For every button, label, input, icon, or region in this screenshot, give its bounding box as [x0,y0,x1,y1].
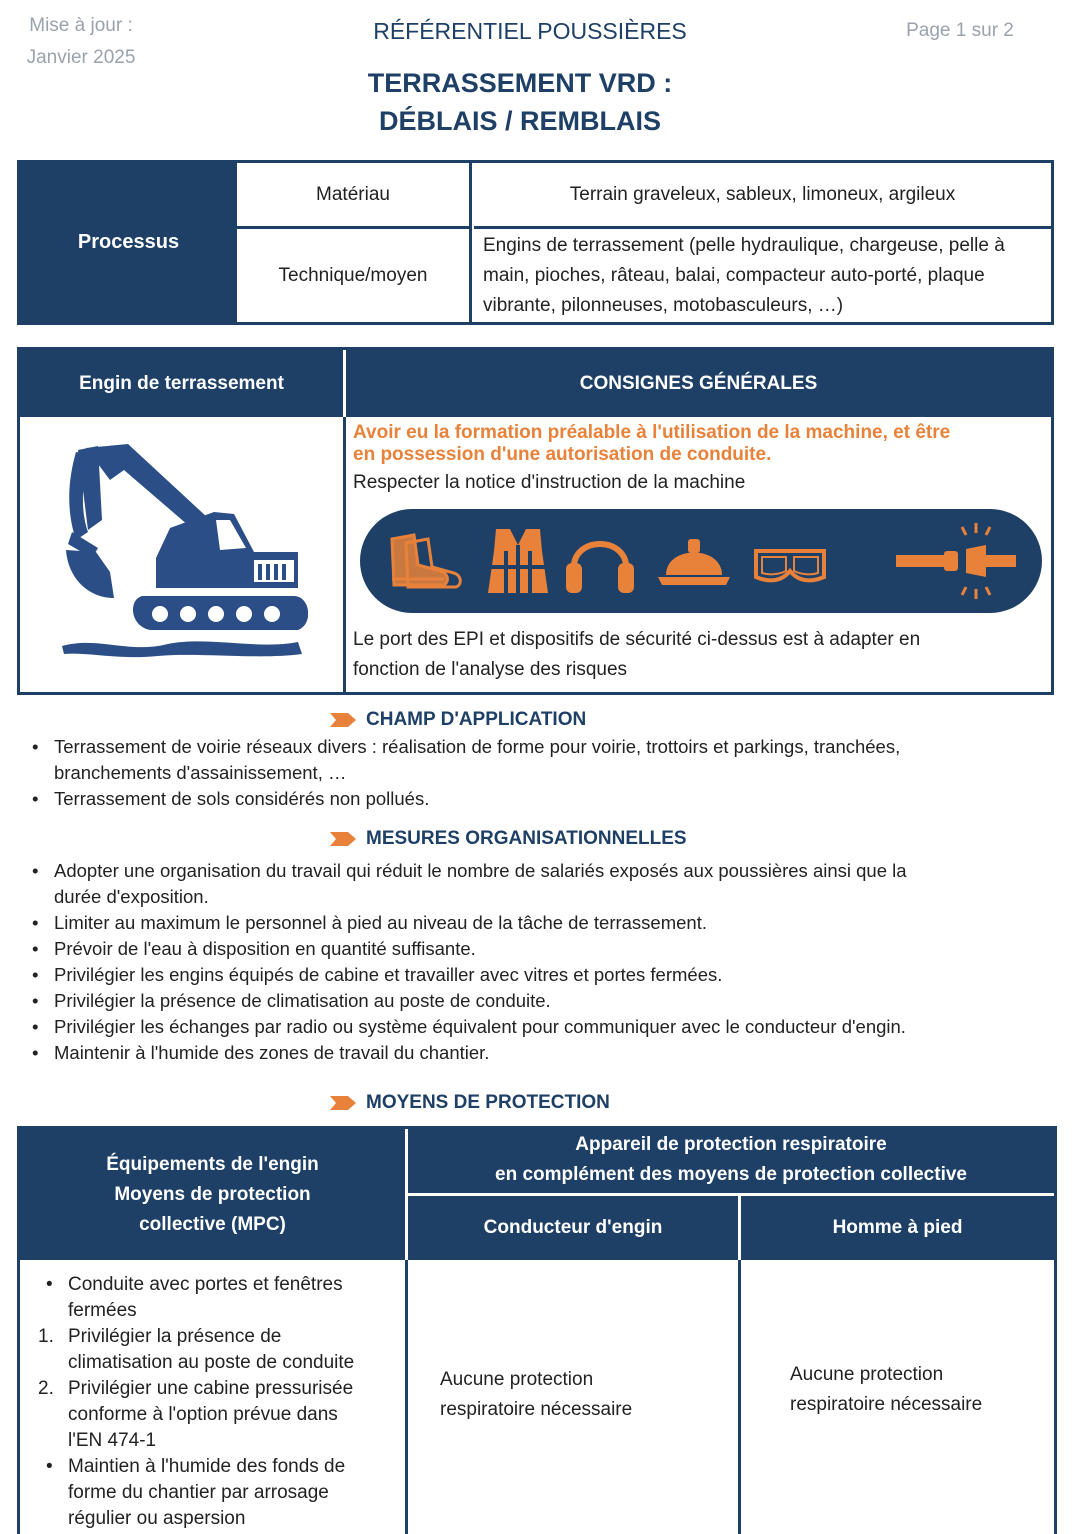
mpc-header-line1: Équipements de l'engin [106,1153,319,1175]
chevron-arrow-icon [330,1096,356,1110]
column-divider [405,1260,408,1534]
mpc-list [38,1272,398,1532]
training-warning [353,422,1013,466]
list-item: • Privilégier la présence de climatisation au poste de conduite. [30,988,1050,1014]
page-indicator: Page 1 sur 2 [906,20,1014,41]
process-key-technique: Technique/moyen [237,229,472,322]
mpc-header-line3: collective (MPC) [139,1213,286,1235]
training-warning-line2: en possession d'une autorisation de conduite. [353,444,772,465]
list-item: • Limiter au maximum le personnel à pied au niveau de la tâche de terrassement. [30,910,1050,936]
consignes-table [17,347,1054,695]
section-champ-title: CHAMP D'APPLICATION [366,709,587,730]
safety-boots-icon [384,521,464,601]
training-warning-line1: Avoir eu la formation préalable à l'utilisation de la machine, et être [353,422,951,443]
process-table [17,160,1054,325]
safety-vest-icon [478,521,558,601]
chevron-arrow-icon [330,832,356,846]
excavator-icon [58,440,308,660]
update-value: Janvier 2025 [26,47,136,68]
mpc-column-header [20,1129,405,1260]
section-moyens-title: MOYENS DE PROTECTION [366,1092,610,1113]
ppe-note [353,625,1033,685]
document-series-title: RÉFÉRENTIEL POUSSIÈRES [373,18,687,44]
respiratory-header-line2: en complément des moyens de protection collective [495,1164,967,1185]
consignes-column-header: CONSIGNES GÉNÉRALES [579,372,818,394]
update-label: Mise à jour : [29,15,133,36]
section-moyens-heading [330,1091,610,1115]
list-item: • Privilégier les échanges par radio ou système équivalent pour communiquer avec le conducteur d'engin. [30,1014,1050,1040]
respiratory-header-line1: Appareil de protection respiratoire [575,1134,887,1155]
respiratory-header-title [408,1129,1054,1193]
respiratory-header [408,1129,1054,1260]
driver-column-header: Conducteur d'engin [483,1217,663,1238]
mpc-header-line2: Moyens de protection [114,1183,311,1205]
chevron-arrow-icon [330,713,356,727]
protection-table [17,1126,1057,1534]
list-item: • Conduite avec portes et fenêtres fermées [46,1274,343,1321]
hard-hat-icon [654,521,734,601]
page-title [280,64,760,140]
ppe-note-line1: Le port des EPI et dispositifs de sécurité ci-dessus est à adapter en [353,629,921,650]
ppe-banner [360,509,1042,613]
section-mesures-title: MESURES ORGANISATIONNELLES [366,828,687,849]
list-item: • Maintenir à l'humide des zones de travail du chantier. [30,1040,1050,1066]
pedestrian-protection-text: Aucune protection respiratoire nécessaire [790,1364,983,1415]
pedestrian-column-header: Homme à pied [832,1217,963,1238]
process-value-technique: Engins de terrassement (pelle hydraulique, chargeuse, pelle à main, pioches, râteau, balai, compacteur auto-porté, plaque vibrante, pilonneuses, motobasculeurs, …) [483,234,1005,316]
list-item: • Adopter une organisation du travail qui réduit le nombre de salariés exposés aux poussières ainsi que la [30,858,1050,884]
page-title-line2: DÉBLAIS / REMBLAIS [378,106,661,136]
safety-goggles-icon [750,521,830,601]
list-item-continuation: branchements d'assainissement, … [54,762,347,783]
section-champ-heading [330,708,586,732]
list-item: • Maintien à l'humide des fonds de forme du chantier par arrosage régulier ou aspersion [46,1456,346,1529]
process-label: Processus [20,163,237,322]
seatbelt-icon [890,521,1030,601]
driver-protection-text: Aucune protection respiratoire nécessaire [440,1369,633,1420]
machine-column-header: Engin de terrassement [79,372,284,394]
list-item: 2. Privilégier une cabine pressurisée conforme à l'option prévue dans l'EN 474-1 [38,1378,354,1451]
section-mesures-heading [330,827,687,851]
ear-protection-icon [560,521,640,601]
page-title-line1: TERRASSEMENT VRD : [367,68,673,98]
list-item: • Terrassement de sols considérés non pollués. [30,786,1050,812]
process-key-material: Matériau [237,163,472,229]
column-divider [343,417,346,692]
update-date [14,10,148,74]
list-item: 1. Privilégier la présence de climatisation au poste de conduite [38,1326,355,1373]
list-item-continuation: durée d'exposition. [54,886,209,907]
champ-list [30,734,1050,812]
instruction-text: Respecter la notice d'instruction de la machine [353,472,746,493]
list-item: • Privilégier les engins équipés de cabine et travailler avec vitres et portes fermées. [30,962,1050,988]
list-item: • Prévoir de l'eau à disposition en quantité suffisante. [30,936,1050,962]
column-divider [738,1260,741,1534]
list-item: • Terrassement de voirie réseaux divers : réalisation de forme pour voirie, trottoirs et parkings, tranchées, [30,734,1050,760]
ppe-note-line2: fonction de l'analyse des risques [353,659,628,680]
mesures-list [30,858,1050,1066]
process-value-material: Terrain graveleux, sableux, limoneux, argileux [474,163,1051,229]
